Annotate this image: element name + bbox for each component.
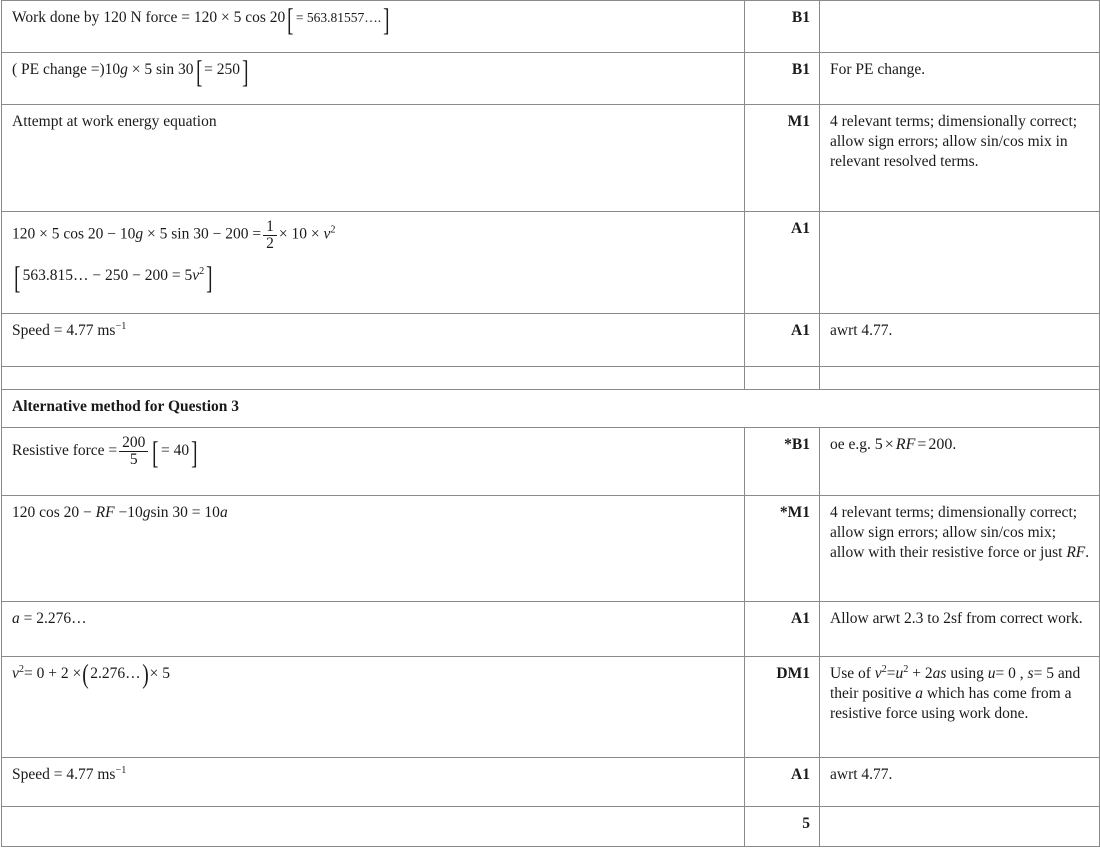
energy-eq-lhs: 120 × 5 cos 20 − 10	[12, 225, 136, 243]
total-row	[2, 807, 1100, 847]
pe-change-open: ( PE change =)	[12, 61, 105, 78]
gravity-symbol: g	[142, 504, 151, 521]
table-row	[2, 758, 1100, 807]
work-done-label: Work done by	[12, 9, 100, 26]
note-m1-alt-text: 4 relevant terms; dimensionally correct; allow sign errors; allow sin/cos mix; allow with their resistive force or just	[830, 504, 1078, 561]
note-oe-equation: 5 × RF = 200	[874, 436, 953, 453]
displacement-symbol: s	[1027, 665, 1034, 682]
right-paren-icon: )	[141, 658, 149, 689]
fraction-one-half	[263, 219, 277, 253]
alternative-method-header-row	[2, 390, 1100, 428]
left-bracket-icon: [	[14, 259, 21, 295]
acceleration-symbol: a	[219, 504, 228, 521]
fraction-denominator: 5	[119, 451, 148, 468]
acceleration-value: = 2.276…	[23, 610, 87, 627]
speed-label: Speed = 4.77 ms	[12, 322, 116, 339]
velocity-symbol: v	[192, 266, 200, 284]
mark-cell: B1	[745, 1, 820, 53]
right-bracket-icon: ]	[242, 54, 249, 90]
rf-symbol: RF	[1066, 543, 1086, 561]
initial-velocity-symbol: u	[987, 665, 996, 682]
energy-eq-lhs-2: × 5 sin 30 − 200 =	[147, 225, 262, 243]
mark-cell: M1	[745, 105, 820, 212]
fraction-denominator: 2	[263, 235, 277, 252]
working-cell	[2, 53, 745, 105]
alt-eq-part2: −10	[118, 504, 143, 521]
mark-cell: A1	[745, 212, 820, 314]
left-bracket-icon: [	[152, 434, 159, 470]
notes-cell: Allow arwt 2.3 to 2sf from correct work.	[820, 602, 1100, 657]
mark-cell: *M1	[745, 496, 820, 602]
note-dm1-u-value: = 0 ,	[995, 665, 1024, 682]
alt-eq-part3: sin 30 = 10	[150, 504, 220, 521]
acceleration-symbol: a	[915, 684, 923, 702]
speed-unit-exponent: −1	[115, 764, 127, 776]
working-cell	[2, 657, 745, 758]
vsq-tail: × 5	[149, 665, 171, 682]
right-bracket-icon: ]	[383, 2, 390, 38]
note-period: .	[1085, 543, 1090, 561]
left-bracket-icon: [	[195, 54, 202, 90]
left-paren-icon: (	[82, 658, 90, 689]
working-cell: Attempt at work energy equation	[2, 105, 745, 212]
rf-bracket-value: = 40	[161, 441, 190, 459]
table-row	[2, 212, 1100, 314]
alternative-method-header: Alternative method for Question 3	[2, 390, 1100, 428]
alt-eq-part1: 120 cos 20 −	[12, 504, 92, 521]
working-cell	[2, 428, 745, 496]
note-oe-period: .	[952, 436, 957, 453]
notes-cell: For PE change.	[820, 53, 1100, 105]
table-row	[2, 314, 1100, 367]
notes-cell	[820, 212, 1100, 314]
table-row	[2, 1, 1100, 53]
speed-label: Speed = 4.77 ms	[12, 766, 116, 783]
rf-symbol: RF	[895, 436, 916, 453]
acceleration-in-paren: 2.276…	[90, 665, 141, 682]
note-dm1-s-value: = 5 and their positive	[830, 665, 1081, 702]
equals-sign: =	[181, 9, 190, 26]
velocity-exponent: 2	[330, 224, 336, 236]
speed-unit-exponent: −1	[115, 320, 127, 332]
fraction-numerator: 1	[266, 218, 274, 235]
pe-bracket-value: = 250	[204, 61, 240, 78]
mark-cell: A1	[745, 602, 820, 657]
gravity-symbol: g	[135, 225, 144, 243]
working-cell	[2, 314, 745, 367]
working-cell	[2, 758, 745, 807]
acceleration-symbol: a	[12, 610, 20, 627]
expression-120x5cos20: 120 × 5 cos 20	[193, 9, 286, 26]
working-cell	[2, 212, 745, 314]
notes-cell	[820, 1, 1100, 53]
table-row	[2, 53, 1100, 105]
table-row	[2, 105, 1100, 212]
force-label: 120 N force	[103, 9, 178, 26]
separator-mark	[745, 367, 820, 390]
note-oe-prefix: oe e.g.	[830, 436, 871, 453]
notes-cell	[820, 428, 1100, 496]
initial-velocity-symbol: u	[895, 665, 904, 682]
separator-notes	[820, 367, 1100, 390]
right-bracket-icon: ]	[191, 434, 198, 470]
mark-cell: A1	[745, 758, 820, 807]
left-bracket-icon: [	[287, 2, 294, 38]
notes-cell: 4 relevant terms; dimensionally correct; allow sign errors; allow sin/cos mix in relevant resolved terms.	[820, 105, 1100, 212]
fraction-numerator: 200	[122, 434, 146, 451]
bracket-value-563: = 563.81557….	[295, 10, 382, 25]
velocity-exponent: 2	[199, 265, 205, 277]
working-cell	[2, 1, 745, 53]
velocity-symbol: v	[323, 225, 331, 243]
notes-cell: awrt 4.77.	[820, 314, 1100, 367]
notes-cell: Use of $v^2=u^2 + 2as$ using u= 0 , s= 5 and their positive a which has come from a resistive force using work done.	[820, 657, 1100, 758]
evaluated-text: 563.815… − 250 − 200 = 5	[22, 266, 193, 284]
notes-cell: awrt 4.77.	[820, 758, 1100, 807]
working-cell	[2, 496, 745, 602]
vsq-expression: = 0 + 2 ×	[24, 665, 82, 682]
energy-eq-rhs: × 10 ×	[278, 225, 320, 243]
eq-sign: =	[886, 665, 896, 682]
velocity-symbol: v	[12, 665, 19, 682]
total-work-cell	[2, 807, 745, 847]
table-row	[2, 657, 1100, 758]
energy-eq-evaluated	[12, 259, 735, 295]
total-mark-cell: 5	[745, 807, 820, 847]
pe-coefficient: 10	[104, 61, 121, 78]
note-dm1-prefix: Use of	[830, 665, 871, 682]
fraction-200-over-5	[119, 435, 148, 469]
notes-cell	[820, 496, 1100, 602]
note-dm1-tail: which has come from a resistive force using work done.	[830, 684, 1072, 722]
right-bracket-icon: ]	[206, 259, 213, 295]
as-term: as	[932, 665, 947, 682]
table-row	[2, 496, 1100, 602]
mark-cell: DM1	[745, 657, 820, 758]
table-row	[2, 602, 1100, 657]
velocity-exponent: 2	[18, 663, 24, 675]
gravity-symbol: g	[120, 61, 128, 78]
working-cell	[2, 602, 745, 657]
pe-expression: × 5 sin 30	[131, 61, 194, 78]
note-dm1-using: using	[950, 665, 984, 682]
section-separator	[2, 367, 1100, 390]
total-notes-cell	[820, 807, 1100, 847]
rf-symbol: RF	[95, 504, 115, 521]
mark-scheme-table	[1, 0, 1100, 847]
mark-cell: B1	[745, 53, 820, 105]
mark-cell: A1	[745, 314, 820, 367]
table-row	[2, 428, 1100, 496]
resistive-force-label: Resistive force =	[12, 441, 118, 459]
separator-work	[2, 367, 745, 390]
mark-cell: *B1	[745, 428, 820, 496]
note-dm1-plus: + 2	[912, 665, 933, 682]
velocity-symbol: v	[874, 665, 882, 682]
